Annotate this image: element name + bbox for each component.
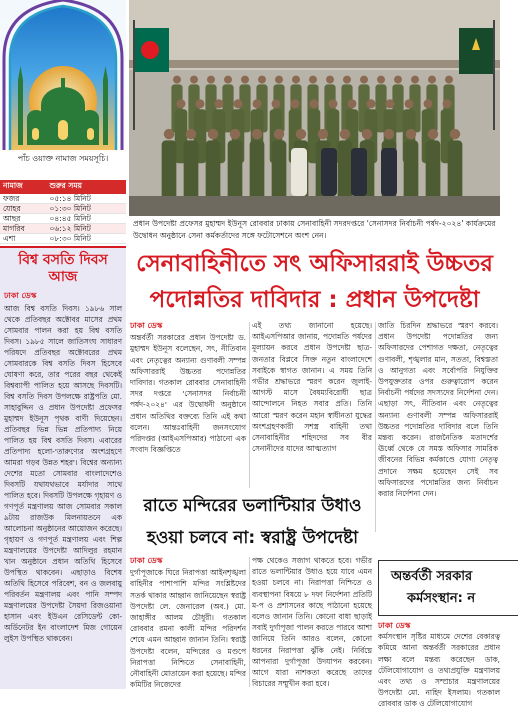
prayer-times-table [0,180,126,244]
prayer-name: মাগরিব [0,224,46,234]
temple-story-column-1 [130,555,246,689]
mosque-illustration [0,0,126,152]
main-headline-line-2[interactable]: পদোন্নতির দাবিদার : প্রধান উপদেষ্টা [149,287,480,313]
teaser-headline-line-2[interactable]: কর্মসংস্থান: ন [407,591,476,606]
main-story-column-1 [130,320,246,490]
table-row [0,224,126,234]
teaser-body [378,620,500,710]
story-text: জাতি চিরদিন শ্রদ্ধাভরে স্মরণ করবে। প্রধান উপদেষ্টা পদোন্নতির জন্য অফিসারদের পেশাগত দক্ষতা, নেতৃত্বের গুণাবলী, শৃঙ্খলার মান, সততা, বিশ্বস্ততা ও আনুগত্য এবং সর্বোপরি নিযুক্তির উপযুক্ততার ওপর গুরুত্বারোপ করেন নির্বাচনী পর্ষদের সদস্যদের নির্দেশনা দেন। এছাড়া সৎ, নীতিবান এবং নেতৃত্বের অন্যান্য গুণাবলী সম্পন্ন অফিসাররাই উচ্চতর পদোন্নতির দাবিদার বলে তিনি মন্তব্য করেন। রাজনৈতিক মতাদর্শের ঊর্ধ্বে থেকে যে সমস্ত অফিসার সামরিক জীবনের বিভিন্ন কর্মকাণ্ডে যোগ্য নেতৃত্ব প্রদানে সক্ষম হয়েছেন সেই সব অফিসারদের পদোন্নতির জন্য নির্বাচন করার নির্দেশনা দেন। [378,321,498,499]
main-headline[interactable] [129,246,500,318]
prayer-time: ০১:৩০ মিনিট [46,204,126,214]
teaser-headline-box[interactable] [378,560,518,616]
dateline: ঢাকা ডেস্ক [378,621,411,630]
employment-story[interactable] [378,540,500,709]
prayer-name: ফজর [0,194,46,204]
prayer-time: ০৪:৪৫ মিনিট [46,214,126,224]
headline-line-1[interactable]: রাতে মন্দিরের ভলান্টিয়ার উধাও [143,496,362,516]
table-header-row [0,180,126,194]
table-row [0,204,126,214]
story-text: এই তথ্য জানানো হয়েছে। আইএসপিআর জানায়, পদোন্নতি পর্ষদের মূল্যায়ন করবে প্রধান উপদেষ্টা ছাত্র-জনতার বিপ্লবে সিক্ত নতুন বাংলাদেশে সবাইকে স্বাগত জানান। এ সময় তিনি গভীর শ্রদ্ধাভরে স্মরণ করেন জুলাই-আগস্ট মাসে বৈষম্যবিরোধী ছাত্র আন্দোলনে নিহত সবার প্রতি। তিনি আরো স্মরণ করেন মহান স্বাধীনতা যুদ্ধের অংশগ্রহণকারী সশস্ত্র বাহিনী তথা সেনাবাহিনীর শহিদদের সব বীর সেনানীদের যাদের আত্মত্যাগ [252,321,372,454]
column-header-prayer: নামাজ [0,180,46,194]
temple-security-headline[interactable] [130,490,375,554]
prayer-name: আছর [0,214,46,224]
mosque-icon [0,0,126,152]
prayer-schedule-title: পাঁচ ওয়াক্ত নামাজ সময়সূচি। [17,154,109,163]
table-row [0,194,126,204]
dateline: ঢাকা ডেস্ক [130,556,163,565]
dateline: ঢাকা ডেস্ক [130,321,163,330]
prayer-time: ০৮:৩০ মিনিট [46,234,126,244]
column-divider [375,322,376,532]
prayer-time: ০৬:১২ মিনিট [46,224,126,234]
main-story-column-2 [252,320,372,490]
table-row [0,214,126,224]
left-column [0,0,126,689]
story-text: পক্ষ থেকেও সজাগ থাকতে হবে। গভীর রাতে ভলান্টিয়ার উধাও হয়ে যাবে এমন হওয়া চলবে না। নিরাপত্তা নিশ্চিতে ও ব্যবস্থাপনা বিষয়ে ৮ দফা নির্দেশনা প্রতিটি ম-প ও প্রশাসনের কাছে পাঠানো হয়েছে বলেও জানান তিনি। কোনো বাধা ছাড়াই সবাই দুর্গাপূজা পালন করতে পারবে আশা জানিয়ে তিনি আরও বলেন, কোনো ধরনের নিরাপত্তা ঝুঁকি নেই। নির্বিঘ্নে আপনারা দুর্গাপূজা উদযাপন করবেন। আগে যারা নাশকতা করেছে তাদের বিচারের সম্মুখীন করা হবে। [252,556,372,689]
prayer-name: এশা [0,234,46,244]
habitat-day-story[interactable] [0,246,126,689]
story-body: আজ বিশ্ব বসতি দিবস। ১৯৮৬ সাল থেকে প্রতিবছর অক্টোবর মাসের প্রথম সোমবার পালন করা হয় বিশ্ব বসতি দিবস। ১৯৮৫ সালে জাতিসংঘ সাধারণ পরিষদে প্রতিবছর অক্টোবরের প্রথম সোমবারকে বিশ্ব বসতি দিবস হিসেবে ঘোষণা করে, তার পরের বছর থেকেই বিশ্বব্যাপী পালিত হয়ে আসছে দিবসটি। বিশ্ব বসতি দিবস উপলক্ষে রাষ্ট্রপতি মো. সাহাবুদ্দিন ও প্রধান উপদেষ্টা প্রফেসর মুহাম্মদ ইউনূস পৃথক বাণী দিয়েছেন। প্রতিবছর ভিন্ন ভিন্ন প্রতিপাদ্য নিয়ে পালিত হয় বিশ্ব বসতি দিবস। এবারের প্রতিপাদ্য হলো-'তারুণ্যের অংশগ্রহণে আমরা গড়ব উন্নত শহর'। বিশ্বের অন্যান্য দেশের মতো সোমবার বাংলাদেশেও দিবসটি যথাযথভাবে মর্যাদার সাথে পালিত হবে। দিবসটি উপলক্ষে গৃহায়ণ ও গণপূর্ত মন্ত্রণালয় আজ সোমবার সকাল ৯টায় রাজউক মিলনায়তনে এক আলোচনা অনুষ্ঠানের আয়োজন করেছে। গৃহায়ণ ও গণপূর্ত মন্ত্রণালয় এবং শিল্প মন্ত্রণালয়ের উপদেষ্টা আদিলুর রহমান খান অনুষ্ঠানে প্রধান অতিথি হিসেবে উপস্থিত থাকবেন। এছাড়াও বিশেষ অতিথি হিসেবে পরিবেশ, বন ও জলবায়ু পরিবর্তন মন্ত্রণালয় এবং পানি সম্পদ মন্ত্রণালয়ের উপদেষ্টা সৈয়দা রিজওয়ানা হাসান এবং ইউএন রেসিডেন্ট কো-অর্ডিনেটর ইন বাংলাদেশ মিজ গোয়েন লুইস উপস্থিত থাকবেন। [4,304,122,643]
habitat-day-headline[interactable]: বিশ্ব বসতি দিবস আজ [18,252,108,285]
table-row [0,234,126,244]
headline-line-2[interactable]: হওয়া চলবে না: স্বরাষ্ট্র উপদেষ্টা [146,528,359,548]
temple-story-column-2 [252,555,372,689]
photo-caption: প্রধান উপদেষ্টা প্রফেসর মুহাম্মদ ইউনূস রোববার ঢাকায় সেনাবাহিনী সদরদপ্তরে 'সেনাসদর নির্বাচনী পর্ষদ-২০২৪' কার্যক্রমের উদ্বোধন অনুষ্ঠানে সেনা কর্মকর্তাদের সঙ্গে ফটোসেশনে অংশ নেন। [133,219,496,240]
column-divider [249,557,250,687]
column-divider [249,322,250,488]
prayer-time: ০৫:১৪ মিনিট [46,194,126,204]
teaser-headline-line-1[interactable]: অন্তর্বর্তী সরকার [391,569,473,584]
group-photo[interactable] [129,0,500,216]
story-text: অন্তর্বর্তী সরকারের প্রধান উপদেষ্টা ড. মুহাম্মদ ইউনূস বলেছেন, সৎ, নীতিবান এবং নেতৃত্বের অন্যান্য গুণাবলী সম্পন্ন অফিসাররাই উচ্চতর পদোন্নতির দাবিদার। গতকাল রোববার সেনাবাহিনী সদর দপ্তরে 'সেনাসদর নির্বাচনী পর্ষদ-২০২৪' এর উদ্বোধনী অনুষ্ঠানে প্রধান অতিথির বক্তব্যে তিনি এই কথা বলেন। আন্তঃবাহিনী জনসংযোগ পরিদপ্তর (আইএসপিআর) পাঠানো এক সংবাদ বিজ্ঞপ্তিতে [130,333,246,455]
prayer-name: যোহর [0,204,46,214]
officers-group-photo-icon [129,0,500,216]
story-text: কর্মসংস্থান সৃষ্টির মাধ্যমে দেশের বেকারত্ব কমিয়ে আনা অন্তর্বর্তী সরকারের প্রধান লক্ষ্য বলে মন্তব্য করেছেন ডাক, টেলিযোগাযোগ ও তথ্যপ্রযুক্তি মন্ত্রণালয় এবং তথ্য ও সম্প্রচার মন্ত্রণালয়ের উপদেষ্টা মো. নাহিদ ইসলাম। গতকাল রোববার ডাক ও টেলিযোগাযোগ [378,632,500,709]
story-text: দুর্গাপূজাকে ঘিরে নিরাপত্তা আইনশৃঙ্খলা বাহিনীর পাশাপাশি মন্দির সংশ্লিষ্টদের সতর্ক থাকার আহ্বান জানিয়েছেন স্বরাষ্ট্র উপদেষ্টা লে. জেনারেল (অব.) মো. জাহাঙ্গীর আলম চৌধুরী। গতকাল রোববার রমনা কালী মন্দির পরিদর্শন শেষে এমন আহ্বান জানান তিনি। স্বরাষ্ট্র উপদেষ্টা বলেন, মন্দিরের ও মণ্ডপে নিরাপত্তা নিশ্চিতে সেনাবাহিনী, নৌবাহিনী মোতায়েন করা হয়েছে। মন্দির কমিটির নিজেদের [130,568,246,690]
dateline: ঢাকা ডেস্ক [4,291,37,300]
main-headline-line-1[interactable]: সেনাবাহিনীতে সৎ অফিসাররাই উচ্চতর [136,251,493,277]
main-story-column-3 [378,320,498,499]
column-header-start-time: শুরুর সময় [46,180,126,194]
